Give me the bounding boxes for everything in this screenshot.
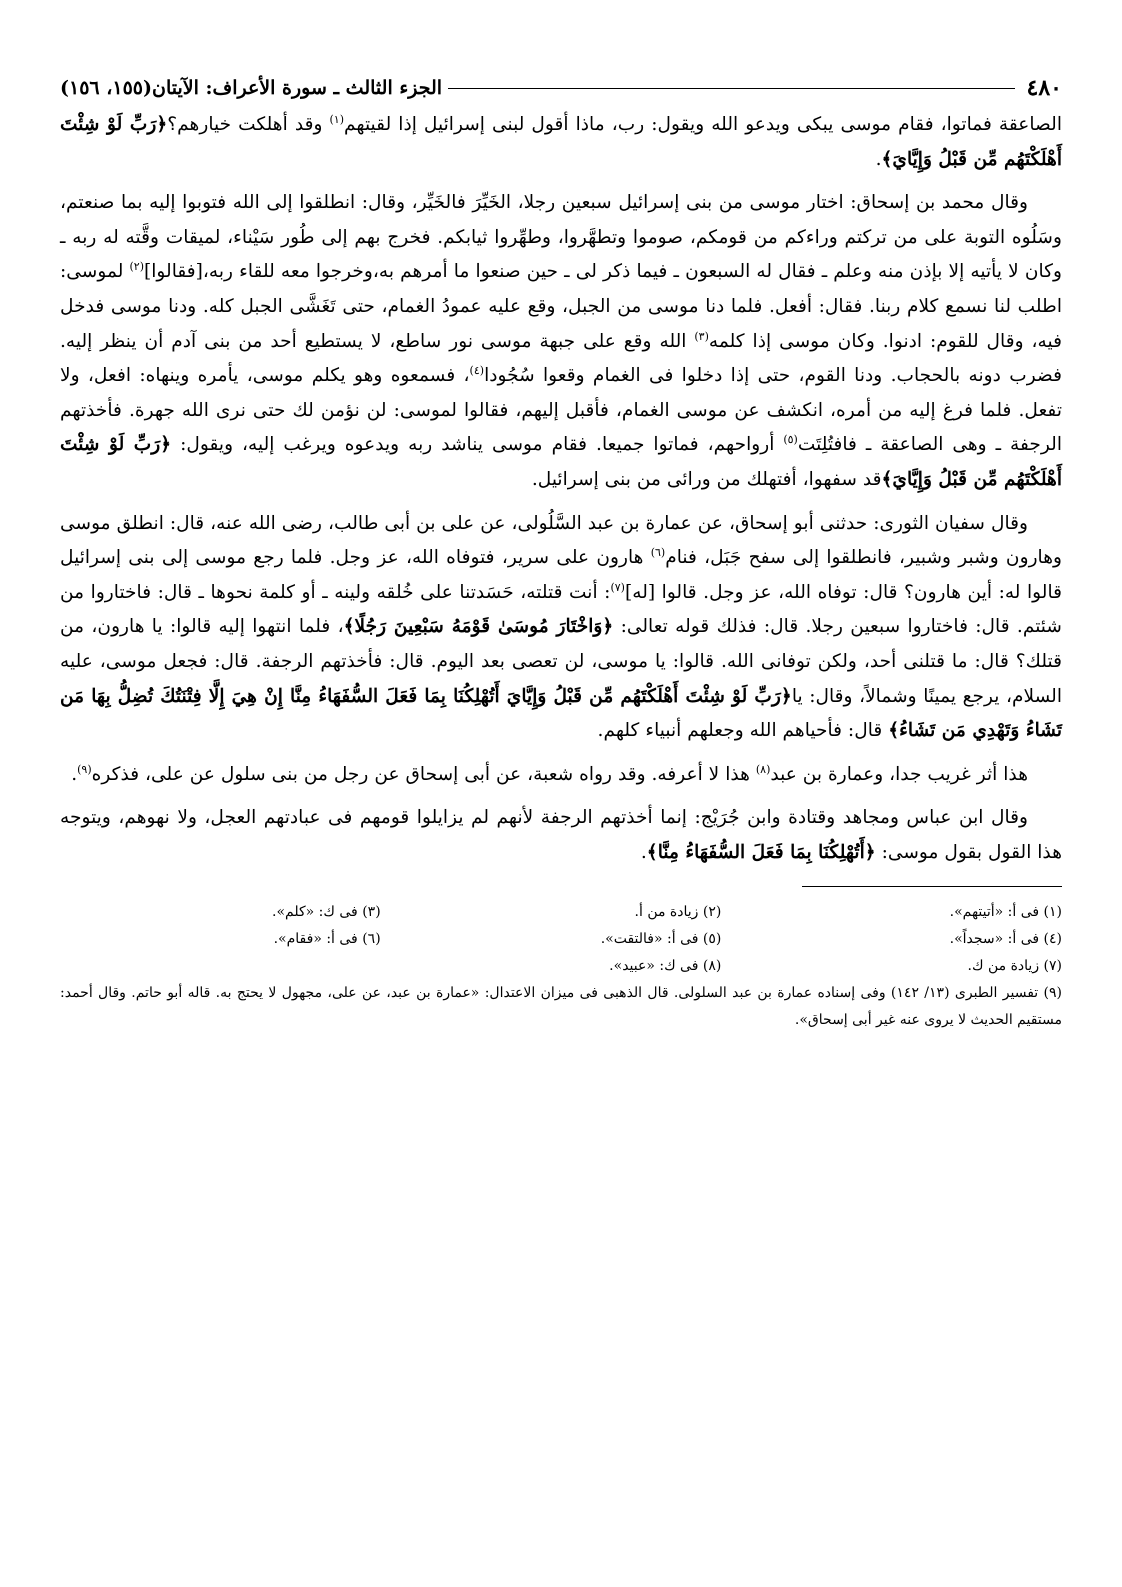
text-run: الله وقع على جبهة موسى نور ساطع، لا يستطيع أحد من بنى آدم أن ينظر إليه. فضرب دونه بالحجاب. ودنا القوم، حتى إذا دخلوا فى الغمام وقعوا سُجُودا <box>60 330 1062 387</box>
text-run: : أنت قتلته، حَسَدتنا على خُلقه ولينه ـ أو كلمة نحوها ـ قال: فاختاروا من شئتم. قال: فاختاروا سبعين رجلا. قال: فذلك قوله تعالى: <box>60 581 1062 638</box>
footnote-marker: (٤) <box>469 363 485 377</box>
footnote-marker: (٢) <box>129 260 144 274</box>
footnote-marker: (٧) <box>610 580 625 594</box>
text-run: هذا لا أعرفه. وقد رواه شعبة، عن أبى إسحاق عن رجل من بنى سلول عن على، فذكره <box>91 763 756 785</box>
footnote-item: (١) فى أ: «أتيتهم». <box>949 904 1062 921</box>
page-number: ٤٨٠ <box>1026 75 1062 101</box>
footnote-item: (٧) زيادة من ك. <box>967 958 1062 975</box>
text-run: وقال محمد بن إسحاق: اختار موسى من بنى إسرائيل سبعين رجلا، الخَيِّرَ فالخَيِّر، وقال: انطلقوا إلى الله فتوبوا إليه بما صنعتم، وسَلُوه التوبة على من تركتم وراءكم من قومكم، صوموا وتطهَّروا، وطهِّروا ثيابكم. فخرج بهم إلى طُور سَيْناء، لميقات وقَّته له ربه ـ وكان لا يأتيه إلا بإذن منه وعلم ـ فقال له السبعون ـ فيما ذكر لى ـ حين صنعوا ما أمرهم به،وخرجوا معه للقاء ربه،[فقالوا] <box>60 192 1062 283</box>
text-run: قال: فأحياهم الله وجعلهم أنبياء كلهم. <box>597 720 889 742</box>
footnote-marker: (٣) <box>694 329 709 343</box>
book-page <box>60 68 1062 1034</box>
text-run: . <box>640 841 647 863</box>
text-run: أرواحهم، فماتوا جميعا. فقام موسى يناشد ربه ويدعوه ويرغب إليه، ويقول: <box>171 434 784 456</box>
text-run: . <box>71 763 78 785</box>
footnote-item: (٦) فى أ: «فقام». <box>273 931 381 948</box>
text-run: قد سفهوا، أفتهلك من ورائى من بنى إسرائيل. <box>531 468 882 490</box>
paragraph <box>60 758 1062 793</box>
header-rule <box>448 88 1014 89</box>
paragraph <box>60 108 1062 177</box>
footnote-marker: (١) <box>329 112 344 126</box>
quran-verse: ﴿رَبِّ لَوْ شِئْتَ أَهْلَكْتَهُم مِّن قَبْلُ وَإِيَّايَ﴾ <box>60 114 1062 170</box>
running-header <box>60 68 1062 108</box>
quran-verse: ﴿أَتُهْلِكُنَا بِمَا فَعَلَ السُّفَهَاءُ مِنَّا﴾ <box>646 841 876 863</box>
text-run: هذا أثر غريب جدا، وعمارة بن عبد <box>770 763 1028 785</box>
text-run: ، فلما انتهوا إليه قالوا: يا هارون، من قتلك؟ قال: ما قتلنى أحد، ولكن توفانى الله. قالوا: يا موسى، لن تعصى بعد اليوم. قال: فأخذتهم الرجفة. قال: فجعل موسى، عليه السلام، يرجع يمينًا وشمالاً، وقال: يا <box>60 616 1062 707</box>
footnote-marker: (٦) <box>650 545 666 559</box>
text-run: هارون على سرير، فتوفاه الله، عز وجل. فلما رجع موسى إلى بنى إسرائيل قالوا له: أين هارون؟ قال: توفاه الله، عز وجل. قالوا [له] <box>60 547 1062 603</box>
text-run: الصاعقة فماتوا، فقام موسى يبكى ويدعو الله ويقول: رب، ماذا أقول لبنى إسرائيل إذا لقيتهم <box>344 114 1062 135</box>
text-run: . <box>875 148 882 170</box>
text-run: وقال سفيان الثورى: حدثنى أبو إسحاق، عن عمارة بن عبد السَّلُولى، عن على بن أبى طالب، رضى الله عنه، قال: انطلق موسى وهارون وشبر وشبير، فانطلقوا إلى سفح جَبَل، فنام <box>60 512 1062 569</box>
footnotes <box>60 899 1062 1034</box>
paragraph <box>60 507 1062 749</box>
footnote-item <box>60 953 381 980</box>
footnote-marker: (٥) <box>783 433 798 447</box>
paragraph <box>60 186 1062 497</box>
main-text <box>60 108 1062 870</box>
text-run: لموسى: اطلب لنا نسمع كلام ربنا. فقال: أفعل. فلما دنا موسى من الجبل، وقع عليه عمودُ الغمام، حتى تَغَشَّى الجبل كله. ودنا موسى فدخل فيه، وقال للقوم: ادنوا. وكان موسى إذا كلمه <box>60 261 1062 352</box>
quran-verse: ﴿وَاخْتَارَ مُوسَىٰ قَوْمَهُ سَبْعِينَ رَجُلًا﴾ <box>343 616 614 638</box>
footnote-item: (٥) فى أ: «فالتقت». <box>600 931 722 948</box>
header-title: الجزء الثالث ـ سورة الأعراف: الآيتان(١٥٥، ١٥٦) <box>60 77 443 99</box>
footnote-item: (٣) فى ك: «كلم». <box>272 904 381 921</box>
footnote-item: (٢) زيادة من أ. <box>634 904 722 921</box>
footnote-item: (٨) فى ك: «عبيد». <box>609 958 722 975</box>
text-run: ، فسمعوه وهو يكلم موسى، يأمره وينهاه: افعل، ولا تفعل. فلما فرغ إليه من أمره، انكشف عن موسى الغمام، فأقبل إليهم، فقالوا لموسى: لن نؤمن لك حتى نرى الله جهرة. فأخذتهم الرجفة ـ وهى الصاعقة ـ فافتُلِتَت <box>60 365 1062 456</box>
footnote-grid <box>60 899 1062 980</box>
footnote-marker: (٨) <box>755 762 771 776</box>
footnote-separator <box>802 886 1062 887</box>
footnote-item: (٤) فى أ: «سجداً». <box>949 931 1062 948</box>
quran-verse: ﴿رَبِّ لَوْ شِئْتَ أَهْلَكْتَهُم مِّن قَبْلُ وَإِيَّايَ أَتُهْلِكُنَا بِمَا فَعَلَ السُّفَهَاءُ مِنَّا إِنْ هِيَ إِلَّا فِتْنَتُكَ تُضِلُّ بِهَا مَن تَشَاءُ وَتَهْدِي مَن تَشَاءُ﴾ <box>60 685 1062 742</box>
text-run: وقال ابن عباس ومجاهد وقتادة وابن جُرَيْج: إنما أخذتهم الرجفة لأنهم لم يزايلوا قومهم فى عبادتهم العجل، ولا نهوهم، ويتوجه هذا القول بقول موسى: <box>60 807 1062 863</box>
paragraph <box>60 801 1062 870</box>
text-run: وقد أهلكت خيارهم؟ <box>167 114 330 135</box>
footnote-marker: (٩) <box>77 762 92 776</box>
footnote-9: (٩) تفسير الطبرى (١٣/ ١٤٢) وفى إسناده عمارة بن عبد السلولى. قال الذهبى فى ميزان الاعتدال: «عمارة بن عبد، عن على، مجهول لا يحتج به. قاله أبو حاتم. وقال أحمد: مستقيم الحديث لا يروى عنه غير أبى إسحاق». <box>60 985 1062 1029</box>
quran-verse: ﴿رَبِّ لَوْ شِئْتَ أَهْلَكْتَهُم مِّن قَبْلُ وَإِيَّايَ﴾ <box>60 434 1062 490</box>
